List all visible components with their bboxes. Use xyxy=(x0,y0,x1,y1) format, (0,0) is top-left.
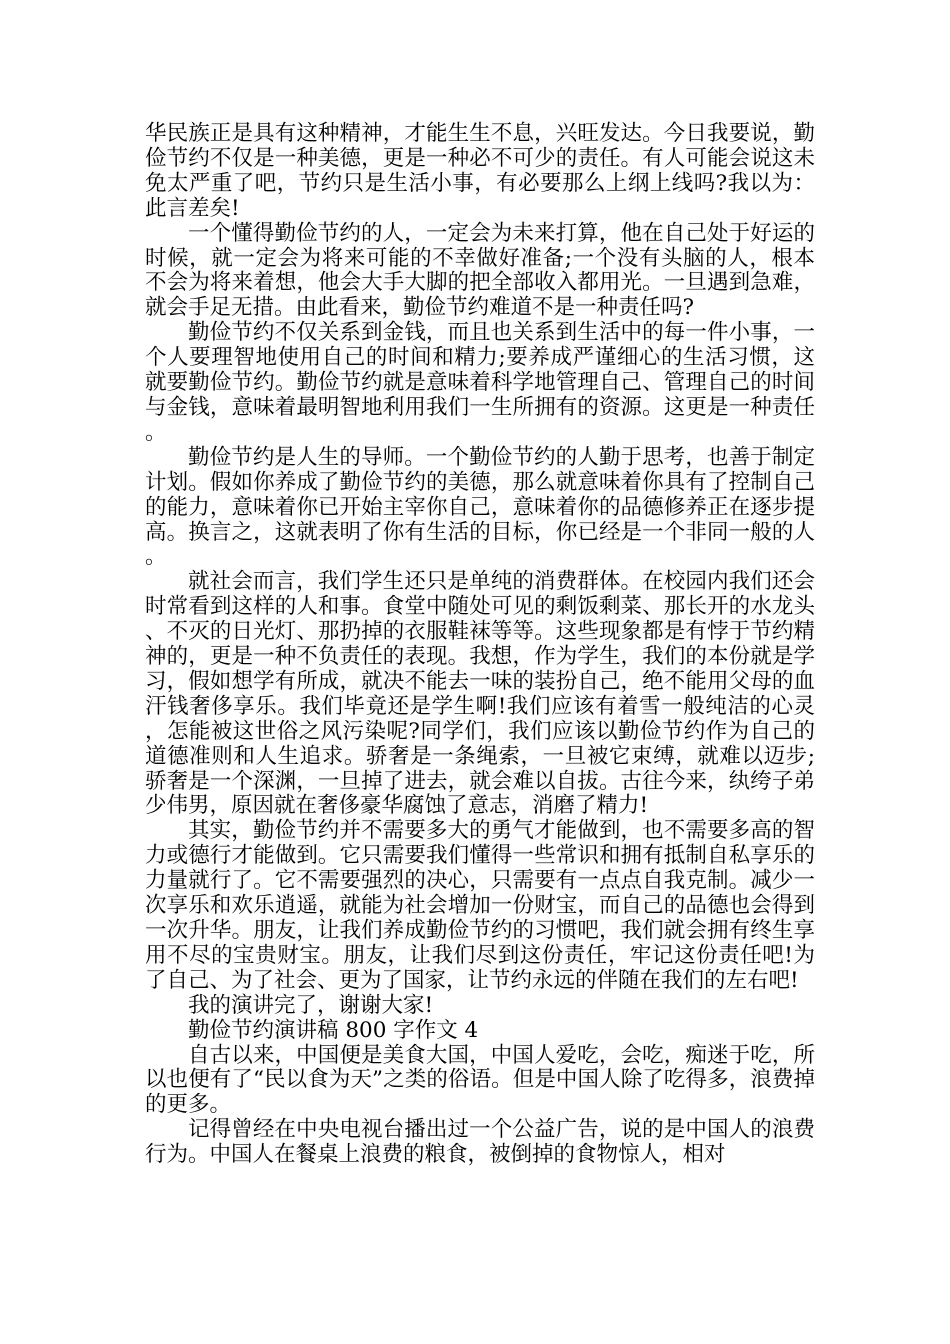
document-page xyxy=(145,122,815,1168)
paragraph: 就社会而言，我们学生还只是单纯的消费群体。在校园内我们还会时常看到这样的人和事。食堂中随处可见的剩饭剩菜、那长开的水龙头、不灭的日光灯、那扔掉的衣服鞋袜等等。这些现象都是有悖于节约精神的，更是一种不负责任的表现。我想，作为学生，我们的本份就是学习，假如想学有所成，就决不能去一味的装扮自己，绝不能用父母的血汗钱奢侈享乐。我们毕竟还是学生啊!我们应该有着雪一般纯洁的心灵，怎能被这世俗之风污染呢?同学们，我们应该以勤俭节约作为自己的道德准则和人生追求。骄奢是一条绳索，一旦被它束缚，就难以迈步;骄奢是一个深渊，一旦掉了进去，就会难以自拔。古往今来，纨绔子弟少伟男，原因就在奢侈豪华腐蚀了意志，消磨了精力! xyxy=(145,569,815,819)
paragraph: 记得曾经在中央电视台播出过一个公益广告，说的是中国人的浪费行为。中国人在餐桌上浪费的粮食，被倒掉的食物惊人，相对 xyxy=(145,1117,815,1168)
paragraph: 其实，勤俭节约并不需要多大的勇气才能做到，也不需要多高的智力或德行才能做到。它只需要我们懂得一些常识和拥有抵制自私享乐的力量就行了。它不需要强烈的决心，只需要有一点点自我克制。减少一次享乐和欢乐逍遥，就能为社会增加一份财宝，而自己的品德也会得到一次升华。朋友，让我们养成勤俭节约的习惯吧，我们就会拥有终生享用不尽的宝贵财宝。朋友，让我们尽到这份责任，牢记这份责任吧!为了自己、为了社会、更为了国家，让节约永远的伴随在我们的左右吧! xyxy=(145,818,815,993)
paragraph: 华民族正是具有这种精神，才能生生不息，兴旺发达。今日我要说，勤俭节约不仅是一种美德，更是一种必不可少的责任。有人可能会说这未免太严重了吧，节约只是生活小事，有必要那么上纲上线吗?我以为：此言差矣! xyxy=(145,121,815,221)
paragraph: 勤俭节约是人生的导师。一个勤俭节约的人勤于思考，也善于制定计划。假如你养成了勤俭节约的美德，那么就意味着你具有了控制自己的能力，意味着你已开始主宰你自己，意味着你的品德修养正在逐步提高。换言之，这就表明了你有生活的目标，你已经是一个非同一般的人。 xyxy=(145,444,815,570)
closing-line: 我的演讲完了，谢谢大家! xyxy=(188,992,434,1018)
section-heading: 勤俭节约演讲稿 800 字作文 4 xyxy=(188,1017,479,1043)
paragraph: 勤俭节约不仅关系到金钱，而且也关系到生活中的每一件小事，一个人要理智地使用自己的时间和精力;要养成严谨细心的生活习惯，这就要勤俭节约。勤俭节约就是意味着科学地管理自己、管理自己的时间与金钱，意味着最明智地利用我们一生所拥有的资源。这更是一种责任。 xyxy=(145,320,815,445)
paragraph: 自古以来，中国便是美食大国，中国人爱吃，会吃，痴迷于吃，所以也便有了“民以食为天”之类的俗语。但是中国人除了吃得多，浪费掉的更多。 xyxy=(145,1042,815,1118)
paragraph: 一个懂得勤俭节约的人，一定会为未来打算，他在自己处于好运的时候，就一定会为将来可能的不幸做好准备;一个没有头脑的人，根本不会为将来着想，他会大手大脚的把全部收入都用光。一旦遇到急难，就会手足无措。由此看来，勤俭节约难道不是一种责任吗? xyxy=(145,220,815,321)
